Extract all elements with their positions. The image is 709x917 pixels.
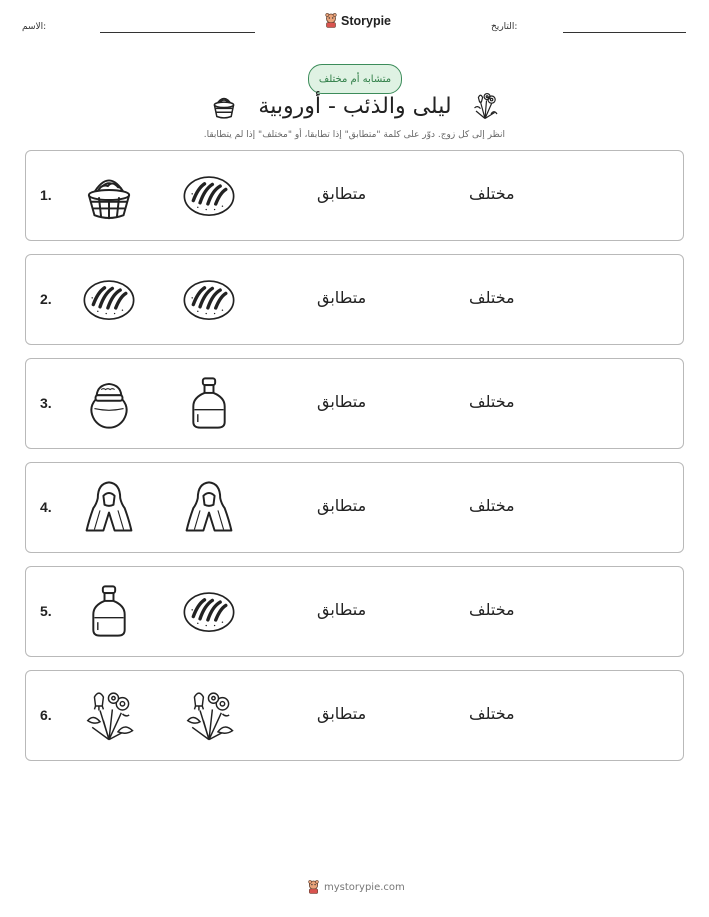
- bread-icon: [181, 167, 237, 223]
- bread-icon: [181, 271, 237, 327]
- instructions-text: انظر إلى كل زوج. دوّر على كلمة "متطابق" إذا تطابقا، أو "مختلف" إذا لم يتطابقا.: [203, 130, 505, 140]
- question-row: [25, 358, 684, 449]
- left-picture: [81, 167, 137, 223]
- left-picture: [81, 375, 137, 431]
- right-picture: [181, 271, 237, 327]
- question-row: [25, 254, 684, 345]
- different-option[interactable]: مختلف: [469, 288, 515, 307]
- right-picture: [181, 687, 237, 743]
- question-number: 4.: [40, 499, 52, 515]
- same-option[interactable]: متطابق: [317, 704, 367, 723]
- page-title: ليلى والذئب - أوروبية: [258, 94, 452, 119]
- name-line[interactable]: [100, 32, 255, 33]
- different-option[interactable]: مختلف: [469, 392, 515, 411]
- date-line[interactable]: [563, 32, 686, 33]
- same-option[interactable]: متطابق: [317, 184, 367, 203]
- question-row: [25, 566, 684, 657]
- bottle-icon: [181, 375, 237, 431]
- question-number: 6.: [40, 707, 52, 723]
- flowers-icon: [81, 687, 137, 743]
- hooded-cloak-icon: [81, 479, 137, 535]
- bottle-icon: [81, 583, 137, 639]
- right-picture: [181, 583, 237, 639]
- question-number: 1.: [40, 187, 52, 203]
- right-picture: [181, 167, 237, 223]
- flowers-icon: [181, 687, 237, 743]
- different-option[interactable]: مختلف: [469, 496, 515, 515]
- left-picture: [81, 271, 137, 327]
- left-picture: [81, 479, 137, 535]
- footer: [307, 880, 405, 894]
- left-picture: [81, 583, 137, 639]
- same-option[interactable]: متطابق: [317, 496, 367, 515]
- bread-icon: [81, 271, 137, 327]
- brand-name: Storypie: [341, 13, 392, 28]
- basket-icon: [81, 167, 137, 223]
- question-number: 2.: [40, 291, 52, 307]
- worksheet-type-badge: متشابه أم مختلف: [308, 64, 402, 94]
- honey-pot-icon: [81, 375, 137, 431]
- basket-icon: [209, 91, 239, 121]
- same-option[interactable]: متطابق: [317, 392, 367, 411]
- different-option[interactable]: مختلف: [469, 184, 515, 203]
- flowers-icon: [470, 90, 500, 120]
- brand-logo: [324, 13, 391, 28]
- question-row: [25, 462, 684, 553]
- right-picture: [181, 479, 237, 535]
- left-picture: [81, 687, 137, 743]
- question-row: [25, 670, 684, 761]
- storypie-mascot-icon: [324, 13, 338, 28]
- question-number: 5.: [40, 603, 52, 619]
- name-label: الاسم:: [22, 22, 47, 32]
- question-number: 3.: [40, 395, 52, 411]
- bread-icon: [181, 583, 237, 639]
- different-option[interactable]: مختلف: [469, 600, 515, 619]
- same-option[interactable]: متطابق: [317, 600, 367, 619]
- same-option[interactable]: متطابق: [317, 288, 367, 307]
- question-row: [25, 150, 684, 241]
- right-picture: [181, 375, 237, 431]
- different-option[interactable]: مختلف: [469, 704, 515, 723]
- storypie-mascot-icon: [307, 880, 320, 894]
- date-label: التاريخ:: [491, 22, 518, 32]
- footer-url[interactable]: mystorypie.com: [324, 881, 405, 893]
- hooded-cloak-icon: [181, 479, 237, 535]
